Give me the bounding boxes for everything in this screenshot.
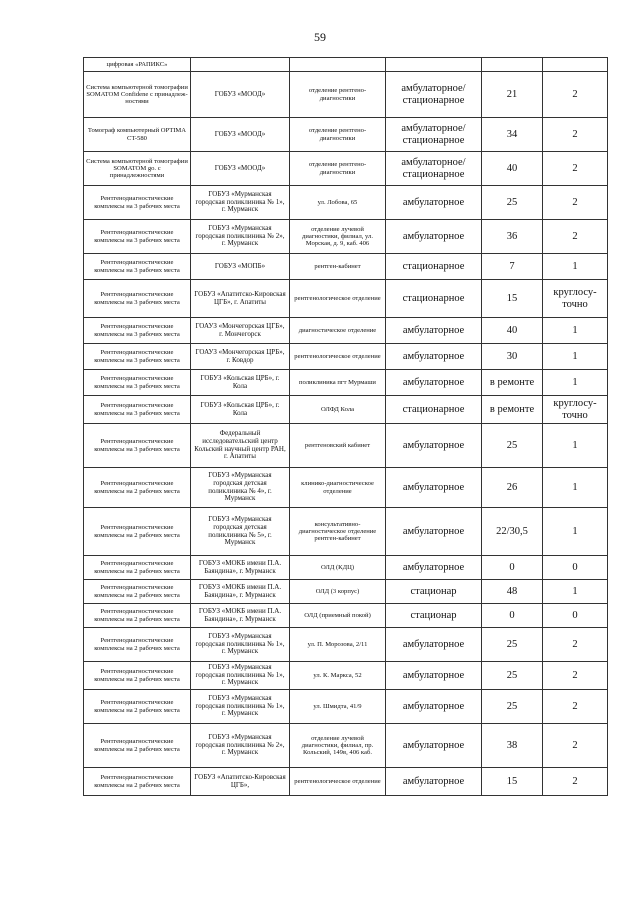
department-cell: рентгенологическое отделение <box>290 280 386 318</box>
equipment-name-cell: Система компьютерной томографии SOMATOM go. с принадлежностями <box>84 152 191 186</box>
shift-cell: 2 <box>543 662 608 690</box>
load-cell: 25 <box>482 662 543 690</box>
table-row <box>84 152 608 186</box>
load-cell: 25 <box>482 186 543 220</box>
shift-cell: 1 <box>543 318 608 344</box>
equipment-name-cell: Рентгенодиагностические комплексы на 3 рабочих места <box>84 396 191 424</box>
department-cell: поликлиника пгт Мурмаши <box>290 370 386 396</box>
equipment-name-cell: Томограф компьютерный OPTIMA CT-580 <box>84 118 191 152</box>
mode-cell: стационарное <box>386 254 482 280</box>
department-cell: ОЛФД Кола <box>290 396 386 424</box>
organization-cell: ГОБУЗ «Мурманская городская поликлиника № 2», г. Мурманск <box>191 220 290 254</box>
shift-cell: 1 <box>543 580 608 604</box>
organization-cell: ГОБУЗ «МОКБ имени П.А. Баяндина», г. Мурманск <box>191 604 290 628</box>
table-row <box>84 628 608 662</box>
load-cell: 40 <box>482 152 543 186</box>
equipment-name-cell: Рентгенодиагностические комплексы на 2 рабочих места <box>84 580 191 604</box>
mode-cell: стационарное <box>386 396 482 424</box>
mode-cell: амбулаторное/ стационарное <box>386 152 482 186</box>
organization-cell: ГОБУЗ «МООД» <box>191 72 290 118</box>
mode-cell: амбулаторное <box>386 468 482 508</box>
equipment-name-cell: Рентгенодиагностические комплексы на 2 рабочих места <box>84 604 191 628</box>
table-row <box>84 424 608 468</box>
table-row <box>84 580 608 604</box>
table-row <box>84 396 608 424</box>
department-cell: рентгенологическое отделение <box>290 768 386 796</box>
shift-cell: 0 <box>543 604 608 628</box>
load-cell: 22/30,5 <box>482 508 543 556</box>
table-row <box>84 254 608 280</box>
department-cell: ул. П. Морозова, 2/11 <box>290 628 386 662</box>
organization-cell: ГОБУЗ «Кольская ЦРБ», г. Кола <box>191 370 290 396</box>
table-row <box>84 662 608 690</box>
table-row <box>84 724 608 768</box>
organization-cell: ГОАУЗ «Мончегорская ЦРБ», г. Ковдор <box>191 344 290 370</box>
organization-cell: ГОБУЗ «Апатитско-Кировская ЦГБ», г. Апатиты <box>191 280 290 318</box>
load-cell: 15 <box>482 280 543 318</box>
load-cell: 25 <box>482 424 543 468</box>
equipment-table <box>83 57 608 796</box>
table-row <box>84 186 608 220</box>
organization-cell <box>191 58 290 72</box>
organization-cell: ГОБУЗ «Кольская ЦРБ», г. Кола <box>191 396 290 424</box>
equipment-name-cell: цифровая «РАПИКС» <box>84 58 191 72</box>
load-cell: 25 <box>482 628 543 662</box>
load-cell: в ремонте <box>482 370 543 396</box>
equipment-name-cell: Рентгенодиагностические комплексы на 2 рабочих места <box>84 724 191 768</box>
load-cell: 0 <box>482 556 543 580</box>
department-cell: консультативно-диагностическое отделение рентген-кабинет <box>290 508 386 556</box>
shift-cell: 1 <box>543 424 608 468</box>
mode-cell: амбулаторное <box>386 662 482 690</box>
load-cell: 30 <box>482 344 543 370</box>
mode-cell: амбулаторное <box>386 724 482 768</box>
shift-cell: 2 <box>543 220 608 254</box>
mode-cell: стационар <box>386 604 482 628</box>
shift-cell: 2 <box>543 768 608 796</box>
organization-cell: ГОБУЗ «МООД» <box>191 152 290 186</box>
load-cell: 48 <box>482 580 543 604</box>
equipment-name-cell: Рентгенодиагностические комплексы на 3 рабочих места <box>84 220 191 254</box>
department-cell: отделение рентгено-диагностики <box>290 118 386 152</box>
load-cell: 26 <box>482 468 543 508</box>
department-cell: диагностическое отделение <box>290 318 386 344</box>
mode-cell: амбулаторное <box>386 508 482 556</box>
table-row <box>84 604 608 628</box>
load-cell: 0 <box>482 604 543 628</box>
organization-cell: ГОАУЗ «Мончегорская ЦГБ», г. Мончегорск <box>191 318 290 344</box>
department-cell: рентгеновский кабинет <box>290 424 386 468</box>
mode-cell: амбулаторное <box>386 556 482 580</box>
organization-cell: ГОБУЗ «Мурманская городская детская поликлиника № 5», г. Мурманск <box>191 508 290 556</box>
equipment-name-cell: Рентгенодиагностические комплексы на 2 рабочих места <box>84 628 191 662</box>
mode-cell: амбулаторное <box>386 370 482 396</box>
organization-cell: ГОБУЗ «МОКБ имени П.А. Баяндина», г. Мурманск <box>191 556 290 580</box>
table-row <box>84 690 608 724</box>
shift-cell: 1 <box>543 254 608 280</box>
department-cell: отделение лучевой диагностики, филиал, ул. Морская, д. 9, каб. 406 <box>290 220 386 254</box>
equipment-name-cell: Рентгенодиагностические комплексы на 3 рабочих места <box>84 344 191 370</box>
mode-cell: амбулаторное/ стационарное <box>386 72 482 118</box>
department-cell: рентгенологическое отделение <box>290 344 386 370</box>
organization-cell: ГОБУЗ «Мурманская городская поликлиника № 1», г. Мурманск <box>191 690 290 724</box>
load-cell: 15 <box>482 768 543 796</box>
shift-cell: круглосу-точно <box>543 280 608 318</box>
load-cell: в ремонте <box>482 396 543 424</box>
mode-cell <box>386 58 482 72</box>
organization-cell: ГОБУЗ «МОКБ имени П.А. Баяндина», г. Мурманск <box>191 580 290 604</box>
shift-cell: 2 <box>543 72 608 118</box>
mode-cell: амбулаторное <box>386 318 482 344</box>
equipment-name-cell: Рентгенодиагностические комплексы на 2 рабочих места <box>84 690 191 724</box>
shift-cell: 2 <box>543 628 608 662</box>
department-cell: ул. Шмидта, 41/9 <box>290 690 386 724</box>
equipment-name-cell: Рентгенодиагностические комплексы на 2 рабочих места <box>84 768 191 796</box>
department-cell: ОЛД (КДЦ) <box>290 556 386 580</box>
organization-cell: ГОБУЗ «Мурманская городская поликлиника № 1», г. Мурманск <box>191 628 290 662</box>
mode-cell: амбулаторное <box>386 220 482 254</box>
department-cell: ОЛД (приемный покой) <box>290 604 386 628</box>
load-cell: 7 <box>482 254 543 280</box>
page-number: 59 <box>314 30 326 44</box>
equipment-name-cell: Рентгенодиагностические комплексы на 2 рабочих места <box>84 468 191 508</box>
equipment-name-cell: Система компьютерной томографии SOMATOM Confidene с принадлеж-ностями <box>84 72 191 118</box>
organization-cell: ГОБУЗ «Мурманская городская поликлиника № 2», г. Мурманск <box>191 724 290 768</box>
table-row <box>84 280 608 318</box>
mode-cell: стационар <box>386 580 482 604</box>
table-row <box>84 58 608 72</box>
shift-cell <box>543 58 608 72</box>
equipment-name-cell: Рентгенодиагностические комплексы на 3 рабочих места <box>84 318 191 344</box>
load-cell: 36 <box>482 220 543 254</box>
load-cell: 40 <box>482 318 543 344</box>
equipment-name-cell: Рентгенодиагностические комплексы на 2 рабочих места <box>84 662 191 690</box>
table-row <box>84 468 608 508</box>
table-row <box>84 508 608 556</box>
shift-cell: 1 <box>543 508 608 556</box>
mode-cell: амбулаторное <box>386 690 482 724</box>
table-row <box>84 318 608 344</box>
organization-cell: Федеральный исследовательский центр Кольский научный центр РАН, г. Апатиты <box>191 424 290 468</box>
shift-cell: 1 <box>543 344 608 370</box>
department-cell <box>290 58 386 72</box>
organization-cell: ГОБУЗ «Мурманская городская детская поликлиника № 4», г. Мурманск <box>191 468 290 508</box>
department-cell: отделение лучевой диагностики, филиал, пр. Кольский, 149в, 406 каб. <box>290 724 386 768</box>
load-cell: 38 <box>482 724 543 768</box>
shift-cell: 2 <box>543 152 608 186</box>
mode-cell: амбулаторное/ стационарное <box>386 118 482 152</box>
equipment-name-cell: Рентгенодиагностические комплексы на 3 рабочих места <box>84 424 191 468</box>
load-cell: 34 <box>482 118 543 152</box>
load-cell <box>482 58 543 72</box>
table-row <box>84 72 608 118</box>
shift-cell: 2 <box>543 724 608 768</box>
department-cell: ОЛД (3 корпус) <box>290 580 386 604</box>
equipment-name-cell: Рентгенодиагностические комплексы на 2 рабочих места <box>84 556 191 580</box>
department-cell: отделение рентгено-диагностики <box>290 72 386 118</box>
table-row <box>84 118 608 152</box>
table-row <box>84 768 608 796</box>
shift-cell: 2 <box>543 690 608 724</box>
mode-cell: амбулаторное <box>386 186 482 220</box>
shift-cell: 2 <box>543 186 608 220</box>
load-cell: 25 <box>482 690 543 724</box>
table-row <box>84 344 608 370</box>
department-cell: ул. Лобова, 65 <box>290 186 386 220</box>
department-cell: рентген-кабинет <box>290 254 386 280</box>
shift-cell: 1 <box>543 468 608 508</box>
organization-cell: ГОБУЗ «МОПБ» <box>191 254 290 280</box>
shift-cell: 0 <box>543 556 608 580</box>
mode-cell: амбулаторное <box>386 628 482 662</box>
mode-cell: амбулаторное <box>386 344 482 370</box>
mode-cell: стационарное <box>386 280 482 318</box>
table-row <box>84 370 608 396</box>
organization-cell: ГОБУЗ «Апатитско-Кировская ЦГБ», <box>191 768 290 796</box>
shift-cell: 1 <box>543 370 608 396</box>
table-row <box>84 220 608 254</box>
organization-cell: ГОБУЗ «МООД» <box>191 118 290 152</box>
department-cell: отделение рентгено-диагностики <box>290 152 386 186</box>
shift-cell: 2 <box>543 118 608 152</box>
organization-cell: ГОБУЗ «Мурманская городская поликлиника № 1», г. Мурманск <box>191 662 290 690</box>
table-row <box>84 556 608 580</box>
table-body <box>84 58 608 796</box>
organization-cell: ГОБУЗ «Мурманская городская поликлиника № 1», г. Мурманск <box>191 186 290 220</box>
load-cell: 21 <box>482 72 543 118</box>
equipment-name-cell: Рентгенодиагностические комплексы на 3 рабочих места <box>84 254 191 280</box>
equipment-name-cell: Рентгенодиагностические комплексы на 3 рабочих места <box>84 370 191 396</box>
equipment-name-cell: Рентгенодиагностические комплексы на 2 рабочих места <box>84 508 191 556</box>
equipment-name-cell: Рентгенодиагностические комплексы на 3 рабочих места <box>84 186 191 220</box>
department-cell: ул. К. Маркса, 52 <box>290 662 386 690</box>
mode-cell: амбулаторное <box>386 768 482 796</box>
department-cell: клинико-диагностическое отделение <box>290 468 386 508</box>
equipment-name-cell: Рентгенодиагностические комплексы на 3 рабочих места <box>84 280 191 318</box>
mode-cell: амбулаторное <box>386 424 482 468</box>
shift-cell: круглосу-точно <box>543 396 608 424</box>
